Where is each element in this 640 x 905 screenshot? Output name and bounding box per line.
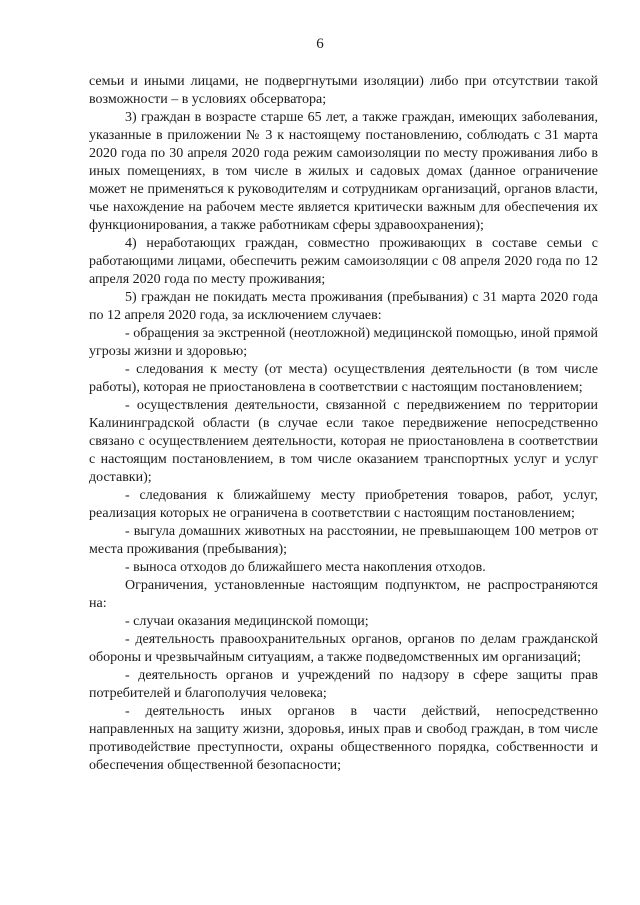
paragraph: 5) граждан не покидать места проживания (пребывания) с 31 марта 2020 года по 12 апреля 2020 года, за исключением случаев: [89,290,598,323]
list-item: - обращения за экстренной (неотложной) медицинской помощью, иной прямой угрозы жизни и здоровью; [89,326,598,359]
list-item: - деятельность органов и учреждений по надзору в сфере защиты прав потребителей и благополучия человека; [89,668,598,701]
paragraph: семьи и иными лицами, не подвергнутыми изоляции) либо при отсутствии такой возможности – в условиях обсерватора; [89,74,598,107]
list-item: - следования к ближайшему месту приобретения товаров, работ, услуг, реализация которых не ограничена в соответствии с настоящим постановлением; [89,488,598,521]
list-item: - случаи оказания медицинской помощи; [125,614,369,629]
document-body [89,73,598,775]
list-item: - осуществления деятельности, связанной с передвижением по территории Калининградской области (в случае если такое передвижение непосредственно связано с осуществлением деятельности, которая не приостановлена в соответствии с настоящим постановлением, в том числе оказанием транспортных услуг и услуг доставки); [89,398,598,485]
list-item: - деятельность правоохранительных органов, органов по делам гражданской обороны и чрезвычайным ситуациям, а также подведомственных им организаций; [89,632,598,665]
list-item: - выноса отходов до ближайшего места накопления отходов. [125,560,486,575]
paragraph: 4) неработающих граждан, совместно проживающих в составе семьи с работающими лицами, обеспечить режим самоизоляции с 08 апреля 2020 года по 12 апреля 2020 года по месту проживания; [89,236,598,287]
list-item: - выгула домашних животных на расстоянии, не превышающем 100 метров от места проживания (пребывания); [89,524,598,557]
paragraph: Ограничения, установленные настоящим подпунктом, не распространяются на: [89,578,598,611]
paragraph: 3) граждан в возрасте старше 65 лет, а также граждан, имеющих заболевания, указанные в приложении № 3 к настоящему постановлению, соблюдать с 31 марта 2020 года по 30 апреля 2020 года режим самоизоляции по месту проживания либо в иных помещениях, в том числе в жилых и садовых домах (данное ограничение может не применяться к руководителям и сотрудникам организаций, органов власти, чье нахождение на рабочем месте является критически важным для обеспечения их функционирования, а также работникам сферы здравоохранения); [89,110,598,233]
list-item: - деятельность иных органов в части действий, непосредственно направленных на защиту жизни, здоровья, иных прав и свобод граждан, в том числе противодействие преступности, охраны общественного порядка, собственности и обеспечения общественной безопасности; [89,704,598,773]
list-item: - следования к месту (от места) осуществления деятельности (в том числе работы), которая не приостановлена в соответствии с настоящим постановлением; [89,362,598,395]
page-number: 6 [316,36,324,52]
